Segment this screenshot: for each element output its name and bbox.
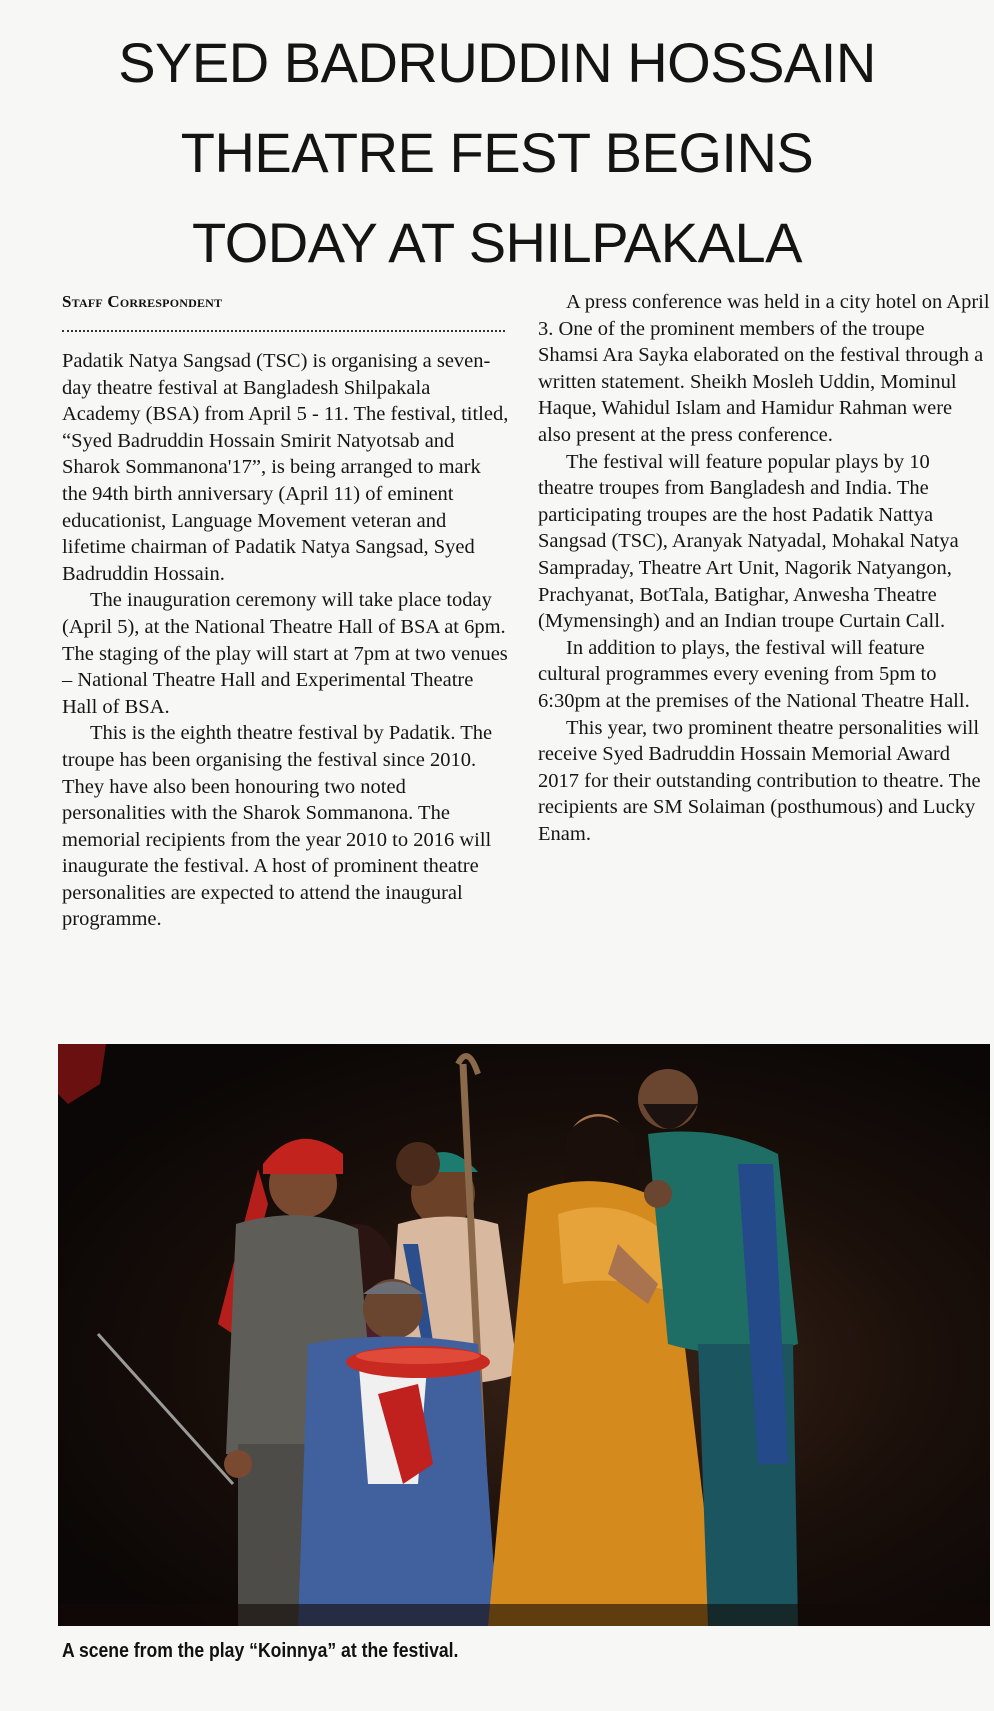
article-column-right bbox=[538, 289, 990, 847]
paragraph: A press conference was held in a city hotel on April 3. One of the prominent members of the troupe Shamsi Ara Sayka elaborated on the festival through a written statement. Sheikh Mosleh Uddin, Mominul Haque, Wahidul Islam and Hamidur Rahman were also present at the press conference. bbox=[538, 291, 990, 446]
headline bbox=[0, 18, 994, 288]
headline-line-1: SYED BADRUDDIN HOSSAIN bbox=[118, 31, 876, 94]
paragraph: This is the eighth theatre festival by Padatik. The troupe has been organising the festival since 2010. They have also been honouring two noted personalities with the Sharok Sommanona. The memorial recipients from the year 2010 to 2016 will inaugurate the festival. A host of prominent theatre personalities are expected to attend the inaugural programme. bbox=[62, 722, 493, 931]
byline-divider bbox=[62, 330, 505, 332]
headline-line-2: THEATRE FEST BEGINS bbox=[180, 121, 814, 184]
paragraph: This year, two prominent theatre personalities will receive Syed Badruddin Hossain Memorial Award 2017 for their outstanding contribution to theatre. The recipients are SM Solaiman (posthumous) and Lucky Enam. bbox=[538, 716, 981, 845]
photo-caption: A scene from the play “Koinnya” at the festival. bbox=[62, 1640, 459, 1662]
stage-photo-illustration bbox=[58, 1044, 990, 1626]
paragraph: The festival will feature popular plays by 10 theatre troupes from Bangladesh and India. The participating troupes are the host Padatik Nattya Sangsad (TSC), Aranyak Natyadal, Mohakal Natya Sampraday, Theatre Art Unit, Nagorik Natyangon, Prachyanat, BotTala, Batighar, Anwesha Theatre (Mymensingh) and an Indian troupe Curtain Call. bbox=[538, 450, 959, 633]
paragraph: In addition to plays, the festival will feature cultural programmes every evening from 5pm to 6:30pm at the premises of the National Theatre Hall. bbox=[538, 636, 970, 712]
paragraph: Padatik Natya Sangsad (TSC) is organising a seven-day theatre festival at Bangladesh Shilpakala Academy (BSA) from April 5 - 11. The festival, titled, “Syed Badruddin Hossain Smirit Natyotsab and Sharok Sommanona'17”, is being arranged to mark the 94th birth anniversary (April 11) of eminent educationist, Language Movement veteran and lifetime chairman of Padatik Natya Sangsad, Syed Badruddin Hossain. bbox=[62, 350, 509, 585]
headline-line-3: TODAY AT SHILPAKALA bbox=[192, 211, 802, 274]
article-column-left bbox=[62, 348, 510, 933]
paragraph: The inauguration ceremony will take place today (April 5), at the National Theatre Hall of BSA at 6pm. The staging of the play will start at 7pm at two venues – National Theatre Hall and Experimental Theatre Hall of BSA. bbox=[62, 589, 508, 718]
byline: Staff Correspondent bbox=[62, 292, 223, 311]
stage-photo bbox=[58, 1044, 990, 1626]
